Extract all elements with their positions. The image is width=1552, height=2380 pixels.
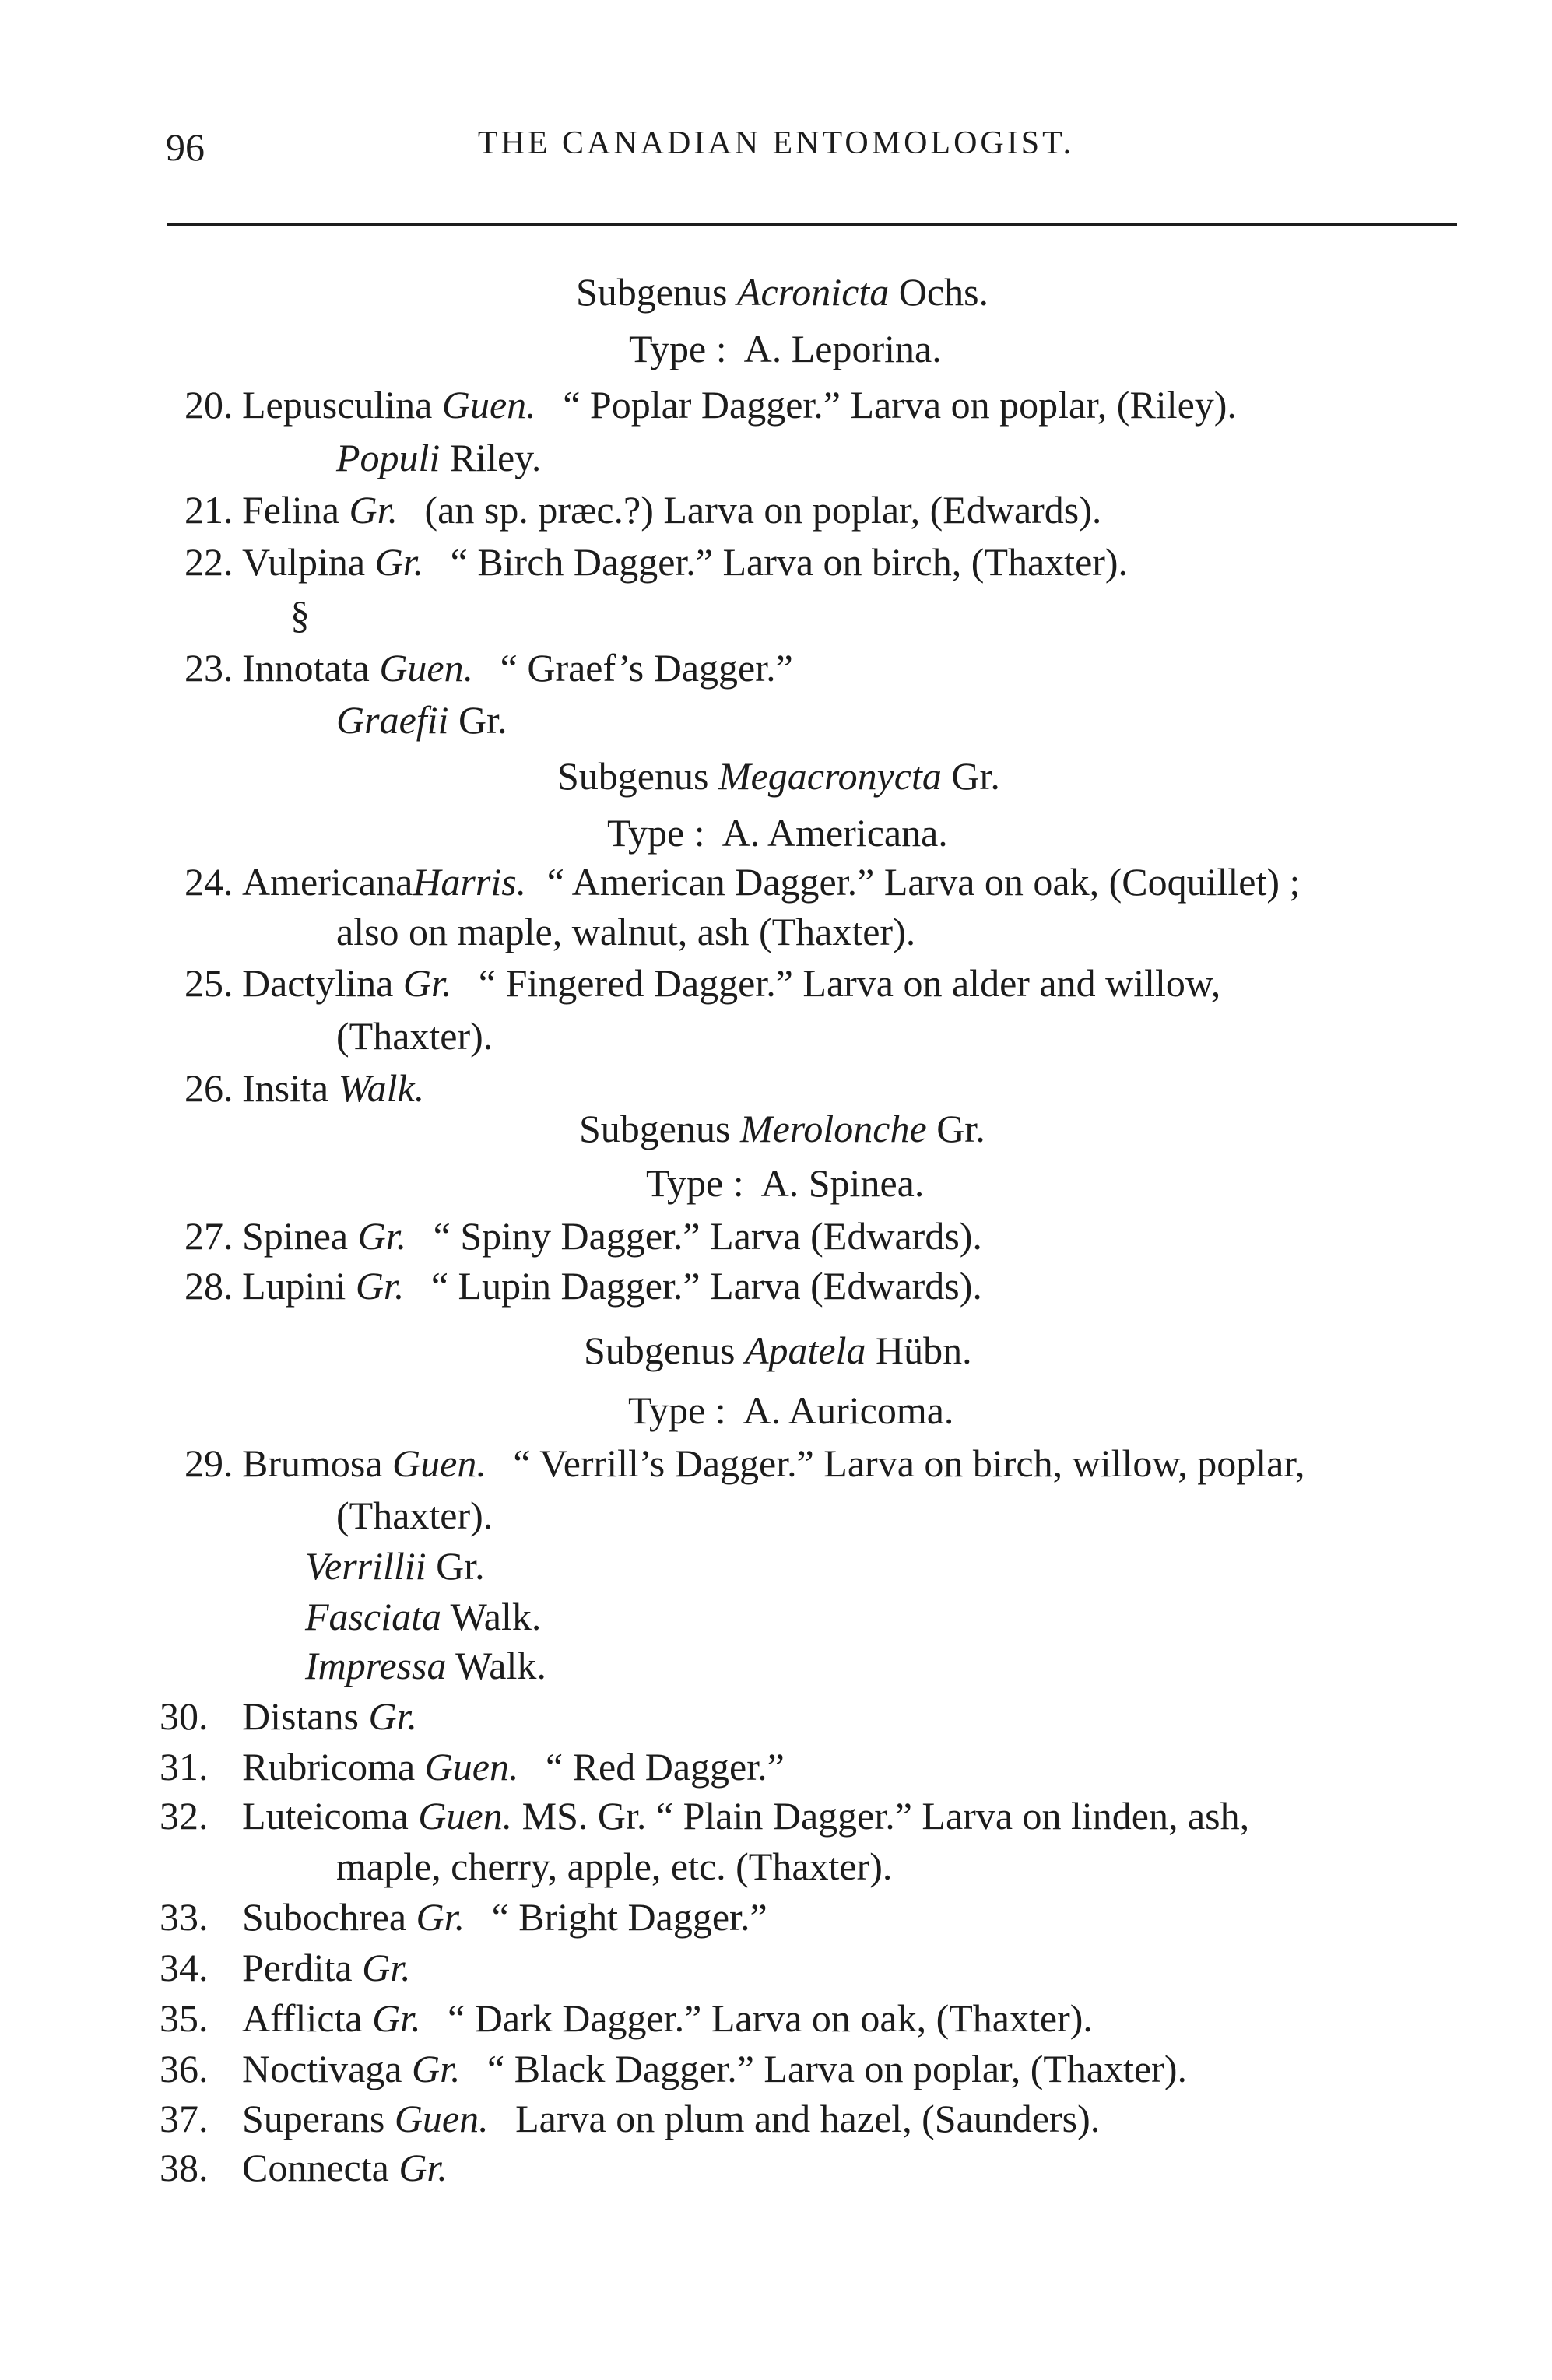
list-item: 38. Connecta Gr. [160,2146,448,2189]
synonym: Impressa Walk. [305,1644,546,1687]
list-item: 25. Dactylina Gr. “ Fingered Dagger.” Larva on alder and willow, [184,961,1221,1005]
continuation-line: also on maple, walnut, ash (Thaxter). [336,910,916,953]
header-rule [167,223,1457,226]
list-item: 27. Spinea Gr. “ Spiny Dagger.” Larva (Edwards). [184,1214,982,1258]
list-item: 36. Noctivaga Gr. “ Black Dagger.” Larva on poplar, (Thaxter). [160,2047,1187,2090]
list-item: 22. Vulpina Gr. “ Birch Dagger.” Larva on birch, (Thaxter). [184,540,1129,584]
list-item: 21. Felina Gr. (an sp. præc.?) Larva on poplar, (Edwards). [184,488,1102,532]
continuation-line: (Thaxter). [336,1014,493,1058]
list-item: 24. AmericanaHarris. “ American Dagger.” Larva on oak, (Coquillet) ; [184,860,1301,904]
running-title: THE CANADIAN ENTOMOLOGIST. [477,125,1075,161]
entry-number: 20. [184,383,234,427]
subgenus-heading: Subgenus Acronicta Ochs. [576,270,989,314]
continuation-line: maple, cherry, apple, etc. (Thaxter). [336,1845,893,1888]
list-item: 28. Lupini Gr. “ Lupin Dagger.” Larva (Edwards). [184,1264,982,1308]
section-mark: § [290,593,310,637]
type-line: Type : A. Americana. [607,811,948,855]
entry-note: “ Poplar Dagger.” Larva on poplar, (Riley). [563,383,1237,427]
list-item: 31. Rubricoma Guen. “ Red Dagger.” [160,1745,785,1789]
list-item: 33. Subochrea Gr. “ Bright Dagger.” [160,1895,767,1939]
list-item: 30. Distans Gr. [160,1694,418,1738]
subgenus-heading: Subgenus Apatela Hübn. [584,1329,972,1372]
author: Guen. [441,383,536,427]
continuation-line: (Thaxter). [336,1494,493,1537]
list-item: 35. Afflicta Gr. “ Dark Dagger.” Larva on oak, (Thaxter). [160,1996,1093,2040]
type-line: Type : A. Auricoma. [628,1388,954,1432]
synonym: Graefii Gr. [336,698,507,742]
synonym: Populi Riley. [336,436,542,479]
list-item: 32. Luteicoma Guen. MS. Gr. “ Plain Dagger.” Larva on linden, ash, [160,1794,1250,1838]
synonym: Fasciata Walk. [305,1595,542,1638]
list-item: 26. Insita Walk. [184,1066,425,1110]
list-item: 34. Perdita Gr. [160,1946,411,1989]
type-line: Type : A. Spinea. [646,1161,925,1205]
subgenus-heading: Subgenus Merolonche Gr. [579,1107,985,1150]
species-name: Lepusculina [242,383,433,427]
list-item [184,383,1469,427]
synonym: Verrillii Gr. [305,1544,485,1588]
type-line: Type : A. Leporina. [629,327,942,370]
list-item: 23. Innotata Guen. “ Graef’s Dagger.” [184,646,793,690]
list-item: 37. Superans Guen. Larva on plum and hazel, (Saunders). [160,2097,1101,2140]
list-item: 29. Brumosa Guen. “ Verrill’s Dagger.” Larva on birch, willow, poplar, [184,1441,1305,1485]
subgenus-heading: Subgenus Megacronycta Gr. [557,754,1000,798]
page-number: 96 [166,125,205,169]
